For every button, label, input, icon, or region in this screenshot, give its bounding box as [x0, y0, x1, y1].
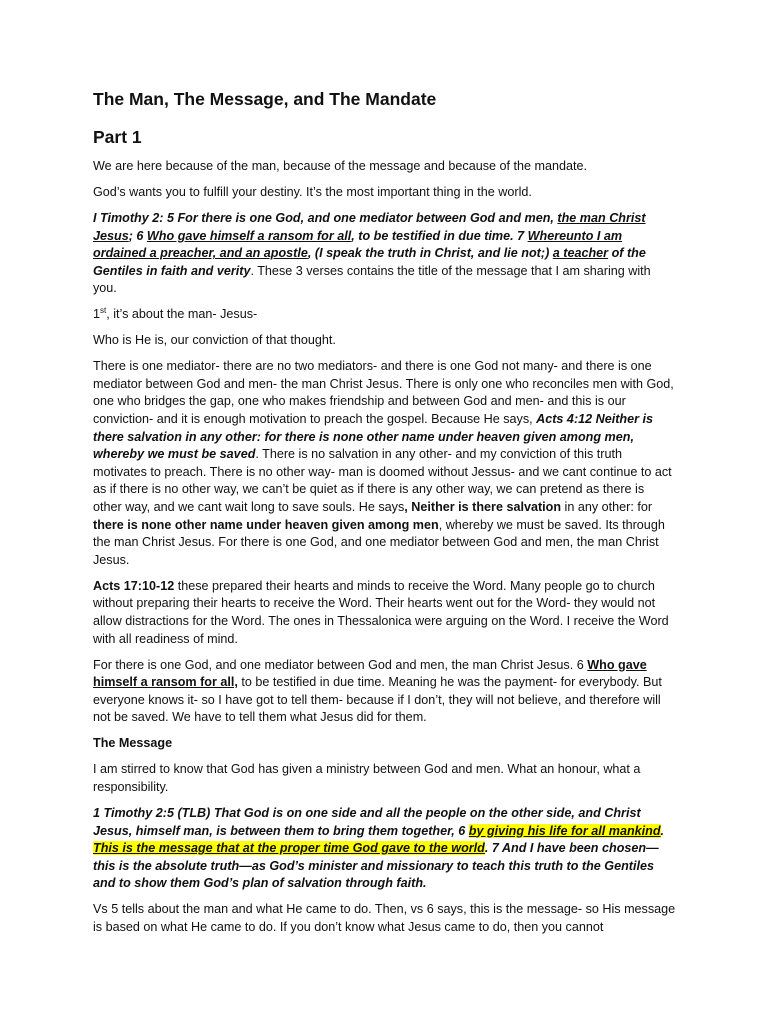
bold-text: there is none other name under heaven given among men [93, 517, 439, 532]
paragraph-tlb-verse [93, 805, 676, 893]
highlighted-verse: This is the message that at the proper time God gave to the world [93, 841, 485, 856]
paragraph-conviction: Who is He is, our conviction of that thought. [93, 333, 336, 348]
paragraph-intro: We are here because of the man, because of the message and because of the mandate. [93, 159, 588, 173]
paragraph-text: For there is one God, and one mediator between God and men, the man Christ Jesus. 6 [93, 657, 588, 672]
paragraph-acts [93, 578, 676, 648]
document-title: The Man, The Message, and The Mandate [93, 89, 437, 109]
ordinal-suffix: st [100, 306, 107, 316]
ordinal-number: 1 [93, 307, 101, 322]
paragraph-first-point [93, 306, 676, 324]
paragraph-text: . There is no salvation in any other- and my conviction of this truth motivates to preach. There is no other way- man is doomed without Jessus- and we cant continue to act as if there is no other way, we can’t be quiet as if there is any other way, we can pretend as there is other way, and we cant wait long to save souls. He says [93, 447, 672, 515]
bold-text: Acts 17:10-12 [93, 578, 175, 593]
paragraph-vs5: Vs 5 tells about the man and what He came to do. Then, vs 6 says, this is the message- so His message is based on what He came to do. If you don’t know what Jesus came to do, then you cannot [93, 902, 676, 934]
verse-text: . 7 And I have been chosen—this is the absolute truth—as God’s minister and missionary to teach this truth to the Gentiles and to show them God’s plan of salvation through faith. [93, 841, 659, 891]
bold-text: , Neither is there salvation [404, 500, 562, 515]
highlighted-verse: by giving his life for all mankind [468, 823, 661, 838]
verse-text: , to be testified in due time. 7 [351, 228, 528, 243]
paragraph-ransom [93, 657, 676, 727]
verse-text: Acts 4:12 Neither is there salvation in any other: for there is none other name under heaven given among men, whereby we must be saved [93, 412, 654, 462]
paragraph-text: these prepared their hearts and minds to receive the Word. Many people go to church without preparing their hearts to receive the Word. Their hearts went out for the Word- they would not allow distractions for the Word. The ones in Thessalonica were arguing on the Word. I receive the Word with all readiness of mind. [93, 578, 669, 646]
message-heading: The Message [93, 736, 173, 751]
paragraph-text: in any other: for [561, 500, 653, 515]
paragraph-timothy-verse [93, 210, 676, 298]
verse-text: , (I speak the truth in Christ, and lie not;) [307, 246, 553, 261]
paragraph-destiny: God’s wants you to fulfill your destiny. It’s the most important thing in the world. [93, 184, 532, 199]
paragraph-one-mediator [93, 358, 676, 569]
verse-text: . [660, 823, 665, 838]
paragraph-stirred: I am stirred to know that God has given a ministry between God and men. What an honour, what a responsibility. [93, 762, 641, 794]
paragraph-text: There is one mediator- there are no two mediators- and there is one God not many- and there is one mediator between God and men- the man Christ Jesus. There is only one who reconciles men with God, one who bridges the gap, one who makes friendship and between God and men- and this is our conviction- and it is enough motivation to preach the gospel. Because He says, [93, 359, 674, 427]
part-heading: Part 1 [93, 127, 142, 147]
verse-underlined: the man Christ Jesus [93, 210, 646, 243]
verse-text: of the Gentiles in faith and verity [93, 246, 646, 278]
paragraph-text: , it’s about the man- Jesus- [106, 307, 258, 322]
paragraph-text: , whereby we must be saved. Its through the man Christ Jesus. For there is one God, and one mediator between God and men, the man Christ Jesus. [93, 517, 665, 567]
verse-underlined: Whereunto I am ordained a preacher, and an apostle [93, 228, 623, 261]
verse-text: ; 6 [128, 228, 147, 243]
paragraph-text: to be testified in due time. Meaning he was the payment- for everybody. But everyone knows it- so I have got to tell them- because if I don’t, they will not believe, and therefore will not be saved. We have to tell them what Jesus did for them. [93, 675, 662, 725]
paragraph-text: . These 3 verses contains the title of the message that I am sharing with you. [93, 263, 651, 296]
verse-underlined: a teacher [552, 246, 609, 261]
verse-underlined: Who gave himself a ransom for all [146, 228, 352, 243]
verse-text: 1 Timothy 2:5 (TLB) That God is on one side and all the people on the other side, and Christ Jesus, himself man, is between them to bring them together, 6 [93, 805, 641, 838]
bold-underlined-text: Who gave himself a ransom for all, [93, 657, 647, 690]
verse-text: I Timothy 2: 5 For there is one God, and one mediator between God and men, [93, 210, 558, 225]
